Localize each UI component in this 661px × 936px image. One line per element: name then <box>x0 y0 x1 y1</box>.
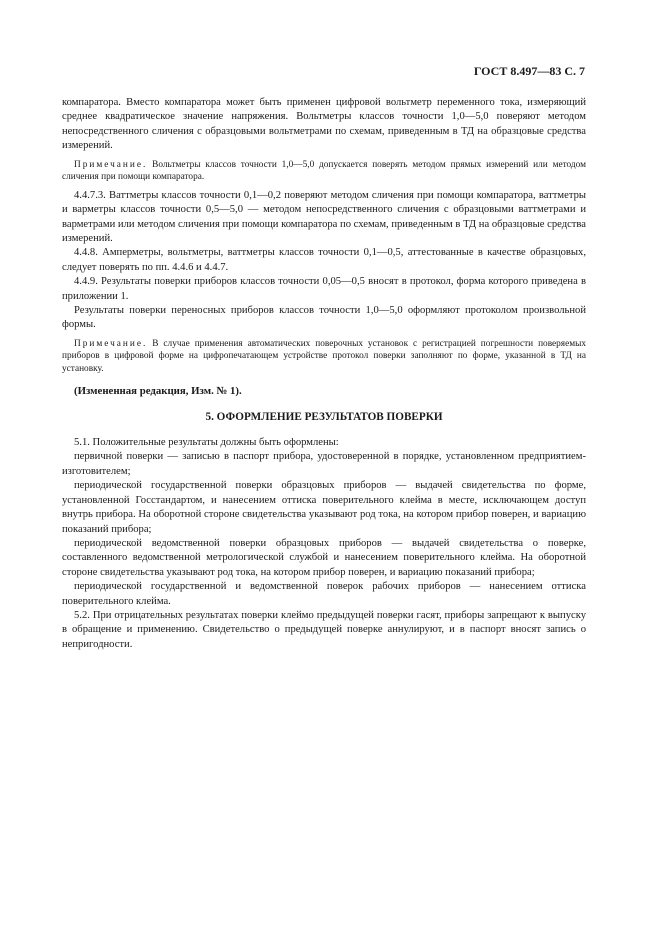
note-voltmeters <box>62 159 586 184</box>
paragraph-4-4-8: 4.4.8. Амперметры, вольтметры, ваттметры классов точности 0,1—0,5, аттестованные в качестве образцовых, следует поверять по пп. 4.4.6 и 4.4.7. <box>62 247 586 273</box>
note-automatic-units <box>62 338 586 376</box>
paragraph-4-4-9: 4.4.9. Результаты поверки приборов классов точности 0,05—0,5 вносят в протокол, форма которого приведена в приложении 1. <box>62 276 586 302</box>
paragraph-5-2: 5.2. При отрицательных результатах поверки клеймо предыдущей поверки гасят, приборы запрещают к выпуску в обращение и применению. Свидетельство о предыдущей поверке аннулируют, и в паспорт вносят запись о непригодности. <box>62 609 586 650</box>
paragraph-primary-verification: первичной поверки — записью в паспорт прибора, удостоверенной в порядке, установленном предприятием-изготовителем; <box>62 451 586 477</box>
document-body <box>62 96 586 652</box>
paragraph-comparator: компаратора. Вместо компаратора может быть применен цифровой вольтметр переменного тока, измеряющий среднее квадратическое значение напряжения. Вольтметры классов точности 1,0—5,0 поверяют методом непосредственного сличения с образцовыми вольтметрами по схемам, приведенным в ТД на образцовые средства измерений. <box>62 97 586 152</box>
paragraph-state-verification: периодической государственной поверки образцовых приборов — выдачей свидетельства по форме, установленной Госстандартом, и нанесением оттиска поверительного клейма в месте, исключающем доступ внутрь прибора. На оборотной стороне свидетельства указывают род тока, на котором прибор поверен, и вариацию показаний прибора; <box>62 480 586 535</box>
paragraph-4-4-7-3: 4.4.7.3. Ваттметры классов точности 0,1—0,2 поверяют методом сличения при помощи компаратора, ваттметры и варметры классов точности 0,5—5,0 — методом непосредственного сличения с образцовыми ваттметрами и варметрами или методом сличения при помощи компаратора по схемам, приведенным в ТД на образцовые средства измерений. <box>62 189 586 245</box>
paragraph-departmental-verification: периодической ведомственной поверки образцовых приборов — выдачей свидетельства о поверке, составленного ведомственной метрологической службой и нанесением поверительного клейма. На оборотной стороне свидетельства указывают род тока, на котором прибор поверен, и вариацию показаний прибора; <box>62 537 586 578</box>
paragraph-5-1: 5.1. Положительные результаты должны быть оформлены: <box>74 437 339 449</box>
note-label: Примечание. <box>74 338 148 349</box>
page-header: ГОСТ 8.497—83 С. 7 <box>473 64 585 78</box>
section-title: 5. ОФОРМЛЕНИЕ РЕЗУЛЬТАТОВ ПОВЕРКИ <box>205 411 443 424</box>
note-text: Вольтметры классов точности 1,0—5,0 допускается поверять методом прямых измерений или методом сличения при помощи компаратора. <box>62 159 586 183</box>
paragraph-working-instruments: периодической государственной и ведомственной поверок рабочих приборов — нанесением оттиска поверительного клейма. <box>62 581 586 607</box>
amendment-note: (Измененная редакция, Изм. № 1). <box>74 384 242 397</box>
paragraph-portable-results: Результаты поверки переносных приборов классов точности 1,0—5,0 оформляют протоколом произвольной формы. <box>62 305 586 331</box>
note-text: В случае применения автоматических поверочных установок с регистрацией погрешности поверяемых приборов в цифровой форме на цифропечатающем устройстве протокол поверки заполняют по форме, указанной в ТД на установку. <box>62 338 586 375</box>
note-label: Примечание. <box>74 159 148 170</box>
